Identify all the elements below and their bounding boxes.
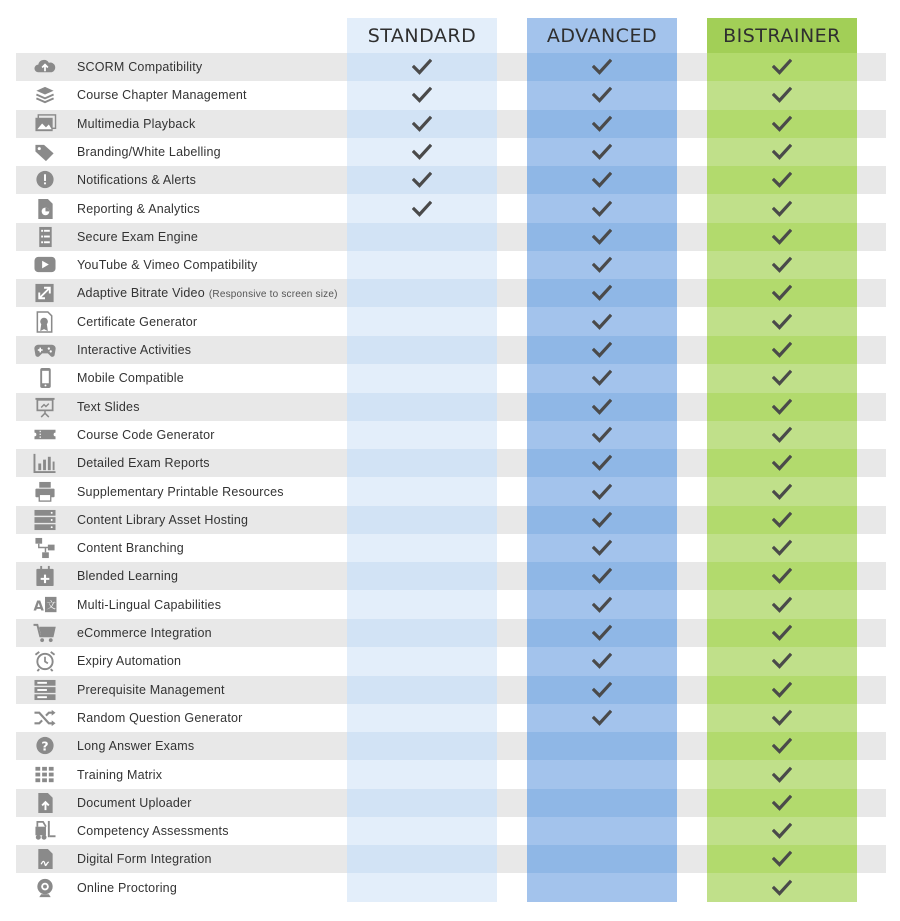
server-icon [32,509,58,531]
feature-name: Document Uploader [77,795,192,810]
row-band [857,393,886,421]
feature-name: Random Question Generator [77,710,243,725]
check-icon-advanced [592,624,612,642]
table-row [16,676,886,704]
feature-label [77,732,194,760]
question-icon [32,735,58,757]
feature-label [77,478,284,506]
row-band [347,676,497,704]
row-band [677,732,707,760]
check-icon-advanced [592,709,612,727]
row-band [857,110,886,138]
feature-label [77,845,212,873]
check-icon-bistrainer [772,737,792,755]
file-upload-icon [32,792,58,814]
table-row [16,308,886,336]
check-icon-bistrainer [772,143,792,161]
row-band [497,789,527,817]
table-row [16,647,886,675]
check-icon-standard [412,171,432,189]
row-band [677,506,707,534]
row-band [677,166,707,194]
translate-icon [32,594,58,616]
feature-name: Certificate Generator [77,314,198,329]
check-icon-bistrainer [772,681,792,699]
table-row [16,223,886,251]
column-header-bistrainer: BISTRAINER [707,18,857,53]
feature-label [77,534,184,562]
presentation-icon [32,396,58,418]
table-row [16,110,886,138]
gamepad-icon [32,339,58,361]
feature-label [77,336,191,364]
table-row [16,789,886,817]
feature-label [77,647,181,675]
check-icon-bistrainer [772,596,792,614]
alarm-clock-icon [32,650,58,672]
row-band [677,562,707,590]
row-band [857,166,886,194]
check-icon-bistrainer [772,313,792,331]
feature-label [77,562,178,590]
row-band [857,336,886,364]
row-band [347,393,497,421]
forklift-icon [32,820,58,842]
check-icon-bistrainer [772,766,792,784]
feature-name: Content Branching [77,541,184,556]
feature-name: Adaptive Bitrate Video [77,286,205,301]
row-band [347,223,497,251]
media-icon [32,113,58,135]
feature-label [77,591,221,619]
feature-name: Competency Assessments [77,824,229,839]
row-band [347,789,497,817]
feature-label [77,81,247,109]
check-icon-advanced [592,511,612,529]
check-icon-bistrainer [772,200,792,218]
form-file-icon [32,848,58,870]
row-band [677,110,707,138]
branch-icon [32,537,58,559]
check-icon-advanced [592,567,612,585]
table-row [16,874,886,902]
feature-label [77,251,257,279]
table-row [16,817,886,845]
svg-text:?: ? [41,738,49,754]
row-band [497,506,527,534]
feature-name: Reporting & Analytics [77,201,201,216]
feature-name: Course Chapter Management [77,88,247,103]
layers-icon [32,84,58,106]
row-band [497,562,527,590]
feature-label [77,817,229,845]
check-icon-bistrainer [772,115,792,133]
report-file-icon [32,198,58,220]
table-row [16,364,886,392]
check-icon-advanced [592,426,612,444]
table-row [16,251,886,279]
svg-text:A: A [33,598,44,614]
row-band [857,279,886,307]
shuffle-icon [32,707,58,729]
table-row [16,761,886,789]
check-icon-standard [412,115,432,133]
check-icon-advanced [592,171,612,189]
check-icon-bistrainer [772,171,792,189]
row-band [857,562,886,590]
feature-label [77,110,195,138]
video-play-icon [32,254,58,276]
check-icon-bistrainer [772,86,792,104]
row-band [677,845,707,873]
feature-name: Digital Form Integration [77,852,212,867]
table-row [16,478,886,506]
row-band [857,789,886,817]
check-icon-advanced [592,143,612,161]
feature-name: eCommerce Integration [77,626,212,640]
check-icon-standard [412,86,432,104]
resize-icon [32,282,58,304]
table-row [16,81,886,109]
row-band [857,223,886,251]
feature-label [77,676,225,704]
feature-name: Detailed Exam Reports [77,456,210,471]
feature-name: Multimedia Playback [77,116,196,131]
feature-label [77,53,202,81]
check-icon-bistrainer [772,256,792,274]
check-icon-advanced [592,256,612,274]
grid-icon [32,764,58,786]
certificate-icon [32,311,58,333]
check-icon-bistrainer [772,822,792,840]
table-row [16,619,886,647]
row-band [677,336,707,364]
check-icon-bistrainer [772,850,792,868]
row-band [857,619,886,647]
feature-name: Expiry Automation [77,654,182,669]
row-band [677,53,707,81]
row-band [677,449,707,477]
checklist-icon [32,226,58,248]
table-row [16,449,886,477]
check-icon-bistrainer [772,624,792,642]
feature-label [77,195,200,223]
feature-name: Notifications & Alerts [77,173,197,188]
feature-label [77,364,184,392]
row-band [497,732,527,760]
row-band [857,676,886,704]
feature-label [77,704,243,732]
table-row [16,279,886,307]
check-icon-advanced [592,483,612,501]
row-band [497,53,527,81]
row-band [347,845,497,873]
feature-label [77,166,196,194]
row-band [677,393,707,421]
table-row [16,704,886,732]
row-band [497,110,527,138]
feature-name: Mobile Compatible [77,371,184,386]
row-band [497,619,527,647]
bar-chart-icon [32,452,58,474]
table-row [16,421,886,449]
check-icon-bistrainer [772,511,792,529]
column-header-standard: STANDARD [347,18,497,53]
row-band [677,279,707,307]
row-band [16,393,347,421]
feature-name: Blended Learning [77,569,179,584]
feature-label [77,761,162,789]
feature-label [77,874,177,902]
feature-name: Training Matrix [77,767,163,782]
check-icon-standard [412,200,432,218]
check-icon-advanced [592,58,612,76]
feature-label [77,279,338,307]
row-band [857,845,886,873]
feature-name: SCORM Compatibility [77,60,203,74]
column-header-advanced: ADVANCED [527,18,677,53]
printer-icon [32,481,58,503]
tags-icon [32,141,58,163]
mobile-icon [32,367,58,389]
row-band [497,676,527,704]
check-icon-bistrainer [772,284,792,302]
row-band [677,789,707,817]
cart-icon [32,622,58,644]
feature-label [77,619,212,647]
webcam-icon [32,877,58,899]
row-band [497,166,527,194]
check-icon-bistrainer [772,58,792,76]
row-band [857,449,886,477]
check-icon-bistrainer [772,567,792,585]
check-icon-advanced [592,228,612,246]
table-row [16,166,886,194]
feature-label [77,421,215,449]
feature-name: Branding/White Labelling [77,144,221,159]
row-band [347,449,497,477]
check-icon-advanced [592,115,612,133]
table-row [16,845,886,873]
feature-name: YouTube & Vimeo Compatibility [77,258,258,273]
table-row [16,195,886,223]
feature-name: Multi-Lingual Capabilities [77,597,222,612]
feature-note: (Responsive to screen size) [208,289,338,301]
check-icon-bistrainer [772,539,792,557]
check-icon-advanced [592,369,612,387]
check-icon-advanced [592,454,612,472]
table-row [16,534,886,562]
check-icon-advanced [592,86,612,104]
row-band [347,279,497,307]
row-band [497,279,527,307]
row-band [497,845,527,873]
check-icon-advanced [592,284,612,302]
check-icon-bistrainer [772,228,792,246]
row-band [497,223,527,251]
feature-label [77,789,192,817]
check-icon-bistrainer [772,879,792,897]
row-band [497,449,527,477]
feature-name: Course Code Generator [77,427,215,442]
row-band [527,845,677,873]
feature-label [77,449,210,477]
check-icon-advanced [592,681,612,699]
list-bars-icon [32,679,58,701]
table-row [16,591,886,619]
feature-label [77,223,198,251]
table-row [16,732,886,760]
check-icon-advanced [592,200,612,218]
check-icon-bistrainer [772,398,792,416]
row-band [857,53,886,81]
row-band [497,393,527,421]
feature-name: Interactive Activities [77,343,192,357]
feature-name: Text Slides [77,399,140,414]
check-icon-bistrainer [772,794,792,812]
check-icon-bistrainer [772,341,792,359]
check-icon-bistrainer [772,709,792,727]
table-row [16,393,886,421]
feature-name: Online Proctoring [77,880,177,895]
feature-name: Long Answer Exams [77,739,195,754]
feature-name: Secure Exam Engine [77,229,199,244]
alert-icon [32,169,58,191]
check-icon-bistrainer [772,454,792,472]
check-icon-bistrainer [772,426,792,444]
check-icon-advanced [592,652,612,670]
row-band [677,676,707,704]
table-row [16,53,886,81]
row-band [347,506,497,534]
row-band [857,732,886,760]
check-icon-advanced [592,596,612,614]
check-icon-advanced [592,398,612,416]
check-icon-advanced [592,539,612,557]
table-row [16,336,886,364]
ticket-icon [32,424,58,446]
row-band [857,506,886,534]
row-band [347,336,497,364]
feature-name: Supplementary Printable Resources [77,484,284,499]
feature-label [77,506,248,534]
table-row [16,506,886,534]
feature-name: Content Library Asset Hosting [77,512,249,527]
check-icon-bistrainer [772,652,792,670]
row-band [527,732,677,760]
row-band [677,619,707,647]
calendar-plus-icon [32,565,58,587]
table-row [16,138,886,166]
svg-text:文: 文 [46,600,56,612]
table-row [16,562,886,590]
check-icon-bistrainer [772,369,792,387]
check-icon-standard [412,58,432,76]
check-icon-bistrainer [772,483,792,501]
row-band [677,223,707,251]
row-band [527,789,677,817]
feature-label [77,138,221,166]
feature-label [77,308,197,336]
check-icon-standard [412,143,432,161]
row-band [347,619,497,647]
feature-label [77,393,140,421]
row-band [347,732,497,760]
feature-name: Prerequisite Management [77,682,225,697]
cloud-upload-icon [32,56,58,78]
row-band [347,562,497,590]
check-icon-advanced [592,341,612,359]
row-band [16,562,347,590]
check-icon-advanced [592,313,612,331]
row-band [497,336,527,364]
